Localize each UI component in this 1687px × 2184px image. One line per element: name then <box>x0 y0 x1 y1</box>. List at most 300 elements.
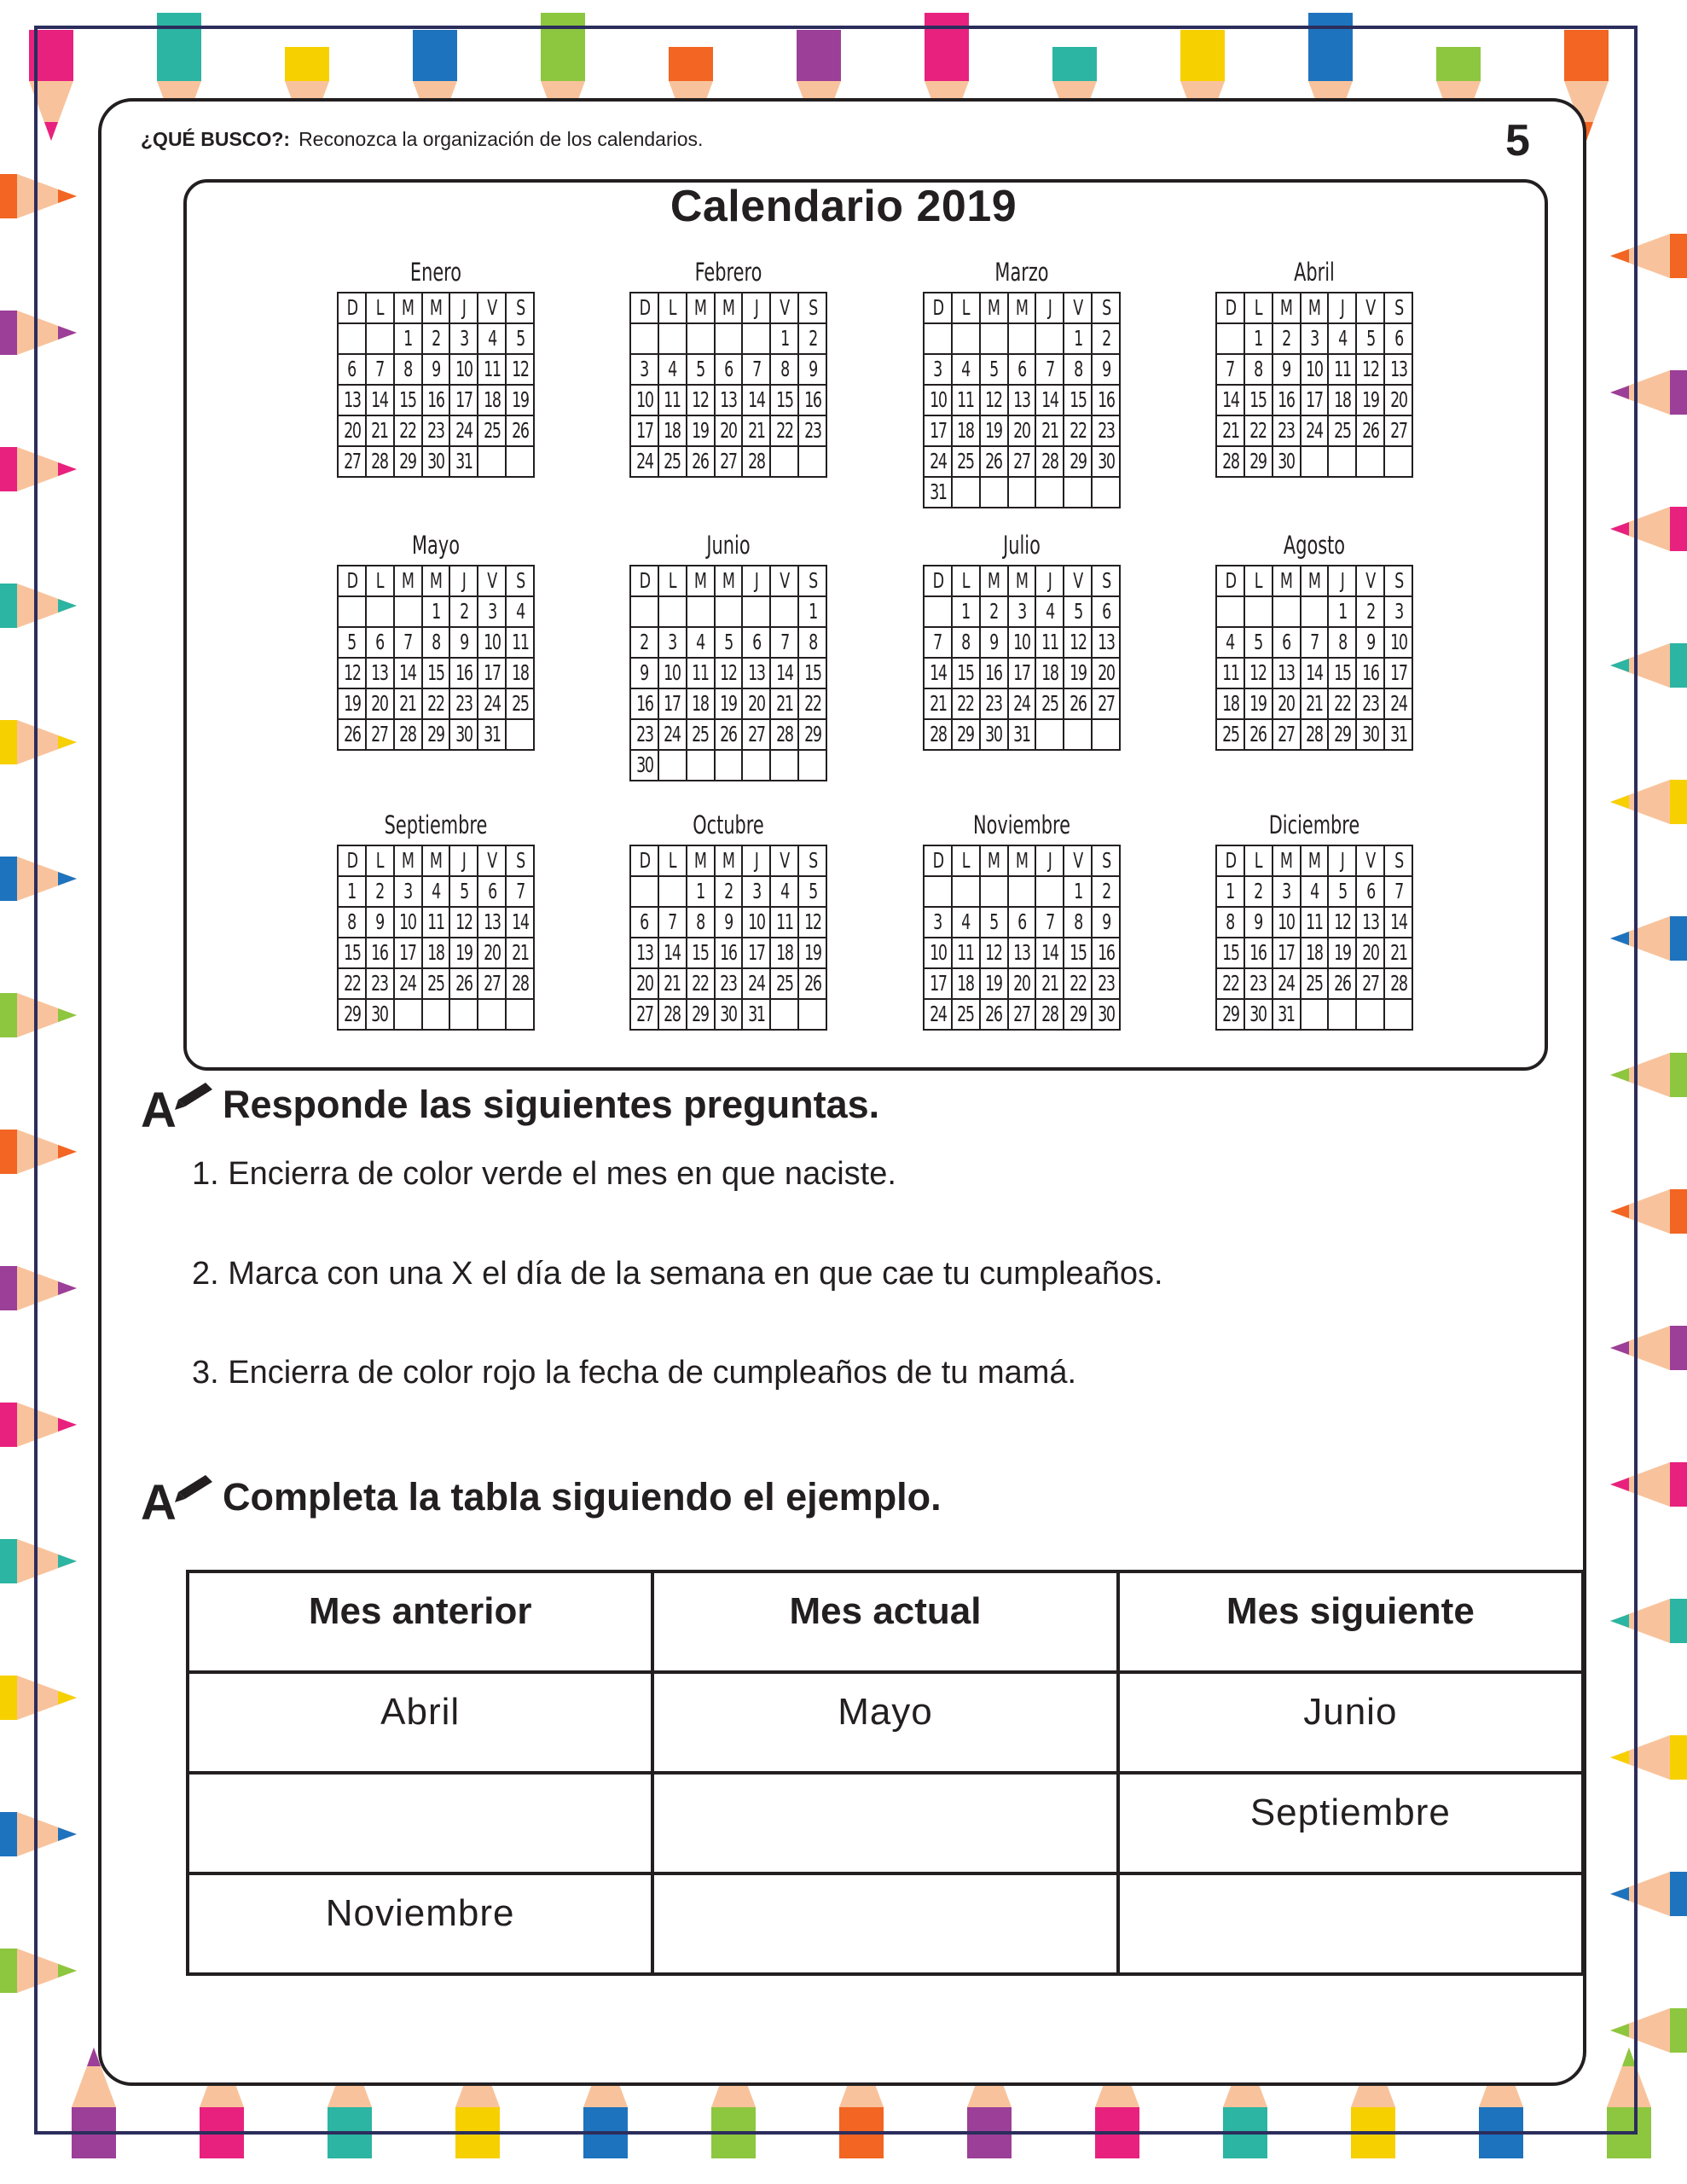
day-cell[interactable]: 20 <box>1092 658 1120 688</box>
day-cell[interactable]: 12 <box>1356 354 1384 385</box>
day-cell[interactable]: 18 <box>770 938 798 968</box>
day-cell[interactable]: 29 <box>422 719 450 750</box>
day-cell[interactable]: 30 <box>630 750 658 781</box>
day-cell[interactable]: 9 <box>449 627 478 658</box>
day-cell[interactable]: 30 <box>715 999 743 1030</box>
day-cell[interactable]: 11 <box>1301 907 1329 938</box>
day-cell[interactable]: 28 <box>366 446 394 477</box>
day-cell[interactable]: 24 <box>742 968 770 999</box>
day-cell[interactable]: 11 <box>1035 627 1064 658</box>
day-cell[interactable]: 24 <box>394 968 422 999</box>
day-cell[interactable]: 10 <box>1008 627 1036 658</box>
day-cell[interactable]: 12 <box>1328 907 1356 938</box>
day-cell[interactable]: 4 <box>1216 627 1244 658</box>
day-cell[interactable]: 19 <box>1356 385 1384 415</box>
day-cell[interactable]: 11 <box>952 938 980 968</box>
day-cell[interactable]: 11 <box>1216 658 1244 688</box>
day-cell[interactable]: 15 <box>1328 658 1356 688</box>
day-cell[interactable]: 13 <box>1008 385 1036 415</box>
day-cell[interactable]: 27 <box>1384 415 1412 446</box>
day-cell[interactable]: 16 <box>366 938 394 968</box>
day-cell[interactable]: 1 <box>798 596 826 627</box>
day-cell[interactable]: 29 <box>798 719 826 750</box>
day-cell[interactable]: 9 <box>1272 354 1301 385</box>
day-cell[interactable]: 10 <box>1301 354 1329 385</box>
day-cell[interactable]: 31 <box>924 477 952 508</box>
day-cell[interactable]: 11 <box>770 907 798 938</box>
day-cell[interactable]: 28 <box>1035 446 1064 477</box>
day-cell[interactable]: 18 <box>1216 688 1244 719</box>
day-cell[interactable]: 21 <box>924 688 952 719</box>
day-cell[interactable]: 1 <box>687 876 715 907</box>
day-cell[interactable]: 21 <box>1384 938 1412 968</box>
day-cell[interactable]: 27 <box>630 999 658 1030</box>
day-cell[interactable]: 20 <box>366 688 394 719</box>
day-cell[interactable]: 20 <box>478 938 506 968</box>
day-cell[interactable]: 19 <box>980 968 1008 999</box>
day-cell[interactable]: 11 <box>478 354 506 385</box>
day-cell[interactable]: 23 <box>1244 968 1272 999</box>
day-cell[interactable]: 16 <box>449 658 478 688</box>
day-cell[interactable]: 30 <box>1092 446 1120 477</box>
day-cell[interactable]: 17 <box>394 938 422 968</box>
day-cell[interactable]: 25 <box>1301 968 1329 999</box>
day-cell[interactable]: 4 <box>1301 876 1329 907</box>
day-cell[interactable]: 4 <box>1035 596 1064 627</box>
day-cell[interactable]: 17 <box>742 938 770 968</box>
day-cell[interactable]: 24 <box>1301 415 1329 446</box>
day-cell[interactable]: 24 <box>1384 688 1412 719</box>
day-cell[interactable]: 8 <box>338 907 366 938</box>
day-cell[interactable]: 24 <box>1272 968 1301 999</box>
day-cell[interactable]: 2 <box>1356 596 1384 627</box>
day-cell[interactable]: 26 <box>715 719 743 750</box>
day-cell[interactable]: 30 <box>366 999 394 1030</box>
day-cell[interactable]: 16 <box>715 938 743 968</box>
day-cell[interactable]: 25 <box>422 968 450 999</box>
day-cell[interactable]: 18 <box>658 415 687 446</box>
day-cell[interactable]: 14 <box>770 658 798 688</box>
day-cell[interactable]: 13 <box>1356 907 1384 938</box>
day-cell[interactable]: 13 <box>338 385 366 415</box>
day-cell[interactable]: 28 <box>1384 968 1412 999</box>
day-cell[interactable]: 25 <box>687 719 715 750</box>
day-cell[interactable]: 15 <box>1064 938 1092 968</box>
day-cell[interactable]: 29 <box>1064 446 1092 477</box>
day-cell[interactable]: 6 <box>366 627 394 658</box>
day-cell[interactable]: 11 <box>422 907 450 938</box>
day-cell[interactable]: 23 <box>422 415 450 446</box>
day-cell[interactable]: 6 <box>1356 876 1384 907</box>
day-cell[interactable]: 19 <box>1328 938 1356 968</box>
day-cell[interactable]: 29 <box>1064 999 1092 1030</box>
day-cell[interactable]: 27 <box>742 719 770 750</box>
day-cell[interactable]: 16 <box>1244 938 1272 968</box>
day-cell[interactable]: 14 <box>366 385 394 415</box>
day-cell[interactable]: 7 <box>506 876 534 907</box>
day-cell[interactable]: 28 <box>1035 999 1064 1030</box>
cell-next[interactable] <box>1118 1873 1583 1974</box>
day-cell[interactable]: 14 <box>1216 385 1244 415</box>
day-cell[interactable]: 20 <box>630 968 658 999</box>
day-cell[interactable]: 22 <box>338 968 366 999</box>
day-cell[interactable]: 25 <box>770 968 798 999</box>
day-cell[interactable]: 13 <box>1008 938 1036 968</box>
day-cell[interactable]: 21 <box>1216 415 1244 446</box>
day-cell[interactable]: 10 <box>449 354 478 385</box>
day-cell[interactable]: 26 <box>1328 968 1356 999</box>
day-cell[interactable]: 24 <box>449 415 478 446</box>
day-cell[interactable]: 5 <box>1064 596 1092 627</box>
day-cell[interactable]: 23 <box>1272 415 1301 446</box>
day-cell[interactable]: 25 <box>952 446 980 477</box>
day-cell[interactable]: 6 <box>630 907 658 938</box>
day-cell[interactable]: 27 <box>338 446 366 477</box>
day-cell[interactable]: 2 <box>1272 323 1301 354</box>
day-cell[interactable]: 19 <box>798 938 826 968</box>
day-cell[interactable]: 15 <box>1064 385 1092 415</box>
day-cell[interactable]: 17 <box>1384 658 1412 688</box>
day-cell[interactable]: 12 <box>980 385 1008 415</box>
day-cell[interactable]: 27 <box>1356 968 1384 999</box>
day-cell[interactable]: 12 <box>506 354 534 385</box>
day-cell[interactable]: 5 <box>798 876 826 907</box>
day-cell[interactable]: 30 <box>980 719 1008 750</box>
day-cell[interactable]: 4 <box>478 323 506 354</box>
day-cell[interactable]: 5 <box>715 627 743 658</box>
day-cell[interactable]: 5 <box>687 354 715 385</box>
cell-current[interactable] <box>652 1773 1117 1873</box>
day-cell[interactable]: 20 <box>1008 415 1036 446</box>
day-cell[interactable]: 3 <box>658 627 687 658</box>
day-cell[interactable]: 2 <box>1092 323 1120 354</box>
day-cell[interactable]: 5 <box>506 323 534 354</box>
day-cell[interactable]: 13 <box>715 385 743 415</box>
day-cell[interactable]: 22 <box>1064 968 1092 999</box>
day-cell[interactable]: 18 <box>1035 658 1064 688</box>
day-cell[interactable]: 21 <box>1301 688 1329 719</box>
day-cell[interactable]: 21 <box>506 938 534 968</box>
day-cell[interactable]: 9 <box>1092 907 1120 938</box>
day-cell[interactable]: 17 <box>924 415 952 446</box>
day-cell[interactable]: 26 <box>506 415 534 446</box>
day-cell[interactable]: 28 <box>770 719 798 750</box>
day-cell[interactable]: 10 <box>1384 627 1412 658</box>
day-cell[interactable]: 29 <box>687 999 715 1030</box>
day-cell[interactable]: 16 <box>1092 938 1120 968</box>
day-cell[interactable]: 6 <box>1272 627 1301 658</box>
day-cell[interactable]: 8 <box>687 907 715 938</box>
day-cell[interactable]: 5 <box>1356 323 1384 354</box>
day-cell[interactable]: 12 <box>1064 627 1092 658</box>
day-cell[interactable]: 11 <box>952 385 980 415</box>
day-cell[interactable]: 3 <box>394 876 422 907</box>
day-cell[interactable]: 12 <box>798 907 826 938</box>
day-cell[interactable]: 2 <box>1244 876 1272 907</box>
day-cell[interactable]: 24 <box>658 719 687 750</box>
day-cell[interactable]: 4 <box>952 907 980 938</box>
day-cell[interactable]: 31 <box>1008 719 1036 750</box>
day-cell[interactable]: 8 <box>1064 354 1092 385</box>
day-cell[interactable]: 22 <box>1244 415 1272 446</box>
day-cell[interactable]: 1 <box>422 596 450 627</box>
day-cell[interactable]: 16 <box>1356 658 1384 688</box>
day-cell[interactable]: 14 <box>658 938 687 968</box>
day-cell[interactable]: 27 <box>1008 446 1036 477</box>
day-cell[interactable]: 26 <box>687 446 715 477</box>
day-cell[interactable]: 9 <box>1356 627 1384 658</box>
day-cell[interactable]: 2 <box>1092 876 1120 907</box>
day-cell[interactable]: 13 <box>742 658 770 688</box>
day-cell[interactable]: 18 <box>1301 938 1329 968</box>
day-cell[interactable]: 24 <box>924 446 952 477</box>
day-cell[interactable]: 8 <box>394 354 422 385</box>
day-cell[interactable]: 14 <box>1035 385 1064 415</box>
day-cell[interactable]: 15 <box>798 658 826 688</box>
day-cell[interactable]: 9 <box>1244 907 1272 938</box>
day-cell[interactable]: 28 <box>924 719 952 750</box>
day-cell[interactable]: 23 <box>980 688 1008 719</box>
day-cell[interactable]: 27 <box>478 968 506 999</box>
day-cell[interactable]: 25 <box>952 999 980 1030</box>
day-cell[interactable]: 13 <box>1092 627 1120 658</box>
day-cell[interactable]: 22 <box>952 688 980 719</box>
day-cell[interactable]: 4 <box>770 876 798 907</box>
day-cell[interactable]: 1 <box>1064 876 1092 907</box>
day-cell[interactable]: 22 <box>798 688 826 719</box>
day-cell[interactable]: 28 <box>658 999 687 1030</box>
day-cell[interactable]: 29 <box>338 999 366 1030</box>
cell-previous[interactable] <box>188 1773 652 1873</box>
day-cell[interactable]: 24 <box>924 999 952 1030</box>
day-cell[interactable]: 9 <box>366 907 394 938</box>
day-cell[interactable]: 19 <box>449 938 478 968</box>
day-cell[interactable]: 21 <box>770 688 798 719</box>
day-cell[interactable]: 1 <box>952 596 980 627</box>
day-cell[interactable]: 2 <box>715 876 743 907</box>
day-cell[interactable]: 26 <box>338 719 366 750</box>
day-cell[interactable]: 3 <box>478 596 506 627</box>
day-cell[interactable]: 31 <box>742 999 770 1030</box>
day-cell[interactable]: 6 <box>1008 354 1036 385</box>
day-cell[interactable]: 31 <box>449 446 478 477</box>
day-cell[interactable]: 27 <box>715 446 743 477</box>
day-cell[interactable]: 23 <box>798 415 826 446</box>
day-cell[interactable]: 15 <box>422 658 450 688</box>
cell-current[interactable] <box>652 1873 1117 1974</box>
day-cell[interactable]: 13 <box>366 658 394 688</box>
day-cell[interactable]: 24 <box>630 446 658 477</box>
day-cell[interactable]: 17 <box>924 968 952 999</box>
day-cell[interactable]: 17 <box>658 688 687 719</box>
day-cell[interactable]: 5 <box>449 876 478 907</box>
day-cell[interactable]: 29 <box>1216 999 1244 1030</box>
day-cell[interactable]: 8 <box>770 354 798 385</box>
day-cell[interactable]: 1 <box>1328 596 1356 627</box>
day-cell[interactable]: 7 <box>1216 354 1244 385</box>
day-cell[interactable]: 18 <box>952 968 980 999</box>
day-cell[interactable]: 26 <box>1356 415 1384 446</box>
day-cell[interactable]: 19 <box>506 385 534 415</box>
day-cell[interactable]: 20 <box>338 415 366 446</box>
day-cell[interactable]: 28 <box>394 719 422 750</box>
day-cell[interactable]: 20 <box>1356 938 1384 968</box>
day-cell[interactable]: 3 <box>1384 596 1412 627</box>
day-cell[interactable]: 18 <box>506 658 534 688</box>
day-cell[interactable]: 18 <box>952 415 980 446</box>
day-cell[interactable]: 31 <box>478 719 506 750</box>
day-cell[interactable]: 30 <box>449 719 478 750</box>
day-cell[interactable]: 1 <box>1064 323 1092 354</box>
day-cell[interactable]: 23 <box>1092 415 1120 446</box>
day-cell[interactable]: 23 <box>630 719 658 750</box>
day-cell[interactable]: 9 <box>798 354 826 385</box>
day-cell[interactable]: 22 <box>1328 688 1356 719</box>
day-cell[interactable]: 10 <box>742 907 770 938</box>
day-cell[interactable]: 17 <box>1272 938 1301 968</box>
day-cell[interactable]: 16 <box>1272 385 1301 415</box>
day-cell[interactable]: 28 <box>506 968 534 999</box>
day-cell[interactable]: 21 <box>366 415 394 446</box>
day-cell[interactable]: 25 <box>1216 719 1244 750</box>
day-cell[interactable]: 28 <box>742 446 770 477</box>
day-cell[interactable]: 7 <box>770 627 798 658</box>
day-cell[interactable]: 30 <box>1356 719 1384 750</box>
day-cell[interactable]: 14 <box>1301 658 1329 688</box>
day-cell[interactable]: 29 <box>952 719 980 750</box>
day-cell[interactable]: 19 <box>980 415 1008 446</box>
day-cell[interactable]: 7 <box>1035 907 1064 938</box>
day-cell[interactable]: 16 <box>1092 385 1120 415</box>
day-cell[interactable]: 7 <box>924 627 952 658</box>
day-cell[interactable]: 5 <box>1244 627 1272 658</box>
day-cell[interactable]: 22 <box>1064 415 1092 446</box>
day-cell[interactable]: 26 <box>980 446 1008 477</box>
day-cell[interactable]: 27 <box>1008 999 1036 1030</box>
day-cell[interactable]: 3 <box>630 354 658 385</box>
day-cell[interactable]: 5 <box>980 354 1008 385</box>
day-cell[interactable]: 8 <box>1064 907 1092 938</box>
day-cell[interactable]: 19 <box>1064 658 1092 688</box>
day-cell[interactable]: 5 <box>1328 876 1356 907</box>
day-cell[interactable]: 7 <box>1035 354 1064 385</box>
day-cell[interactable]: 17 <box>630 415 658 446</box>
day-cell[interactable]: 23 <box>1356 688 1384 719</box>
day-cell[interactable]: 2 <box>449 596 478 627</box>
day-cell[interactable]: 15 <box>338 938 366 968</box>
day-cell[interactable]: 7 <box>366 354 394 385</box>
day-cell[interactable]: 9 <box>715 907 743 938</box>
day-cell[interactable]: 15 <box>770 385 798 415</box>
day-cell[interactable]: 10 <box>478 627 506 658</box>
day-cell[interactable]: 7 <box>742 354 770 385</box>
day-cell[interactable]: 13 <box>1272 658 1301 688</box>
day-cell[interactable]: 22 <box>394 415 422 446</box>
day-cell[interactable]: 30 <box>1244 999 1272 1030</box>
day-cell[interactable]: 10 <box>924 385 952 415</box>
day-cell[interactable]: 6 <box>338 354 366 385</box>
day-cell[interactable]: 19 <box>715 688 743 719</box>
day-cell[interactable]: 27 <box>1092 688 1120 719</box>
day-cell[interactable]: 9 <box>1092 354 1120 385</box>
day-cell[interactable]: 12 <box>1244 658 1272 688</box>
day-cell[interactable]: 28 <box>1301 719 1329 750</box>
day-cell[interactable]: 29 <box>394 446 422 477</box>
day-cell[interactable]: 13 <box>478 907 506 938</box>
day-cell[interactable]: 12 <box>338 658 366 688</box>
day-cell[interactable]: 25 <box>658 446 687 477</box>
day-cell[interactable]: 26 <box>449 968 478 999</box>
day-cell[interactable]: 13 <box>630 938 658 968</box>
day-cell[interactable]: 6 <box>478 876 506 907</box>
day-cell[interactable]: 4 <box>952 354 980 385</box>
day-cell[interactable]: 29 <box>1328 719 1356 750</box>
day-cell[interactable]: 6 <box>1092 596 1120 627</box>
day-cell[interactable]: 20 <box>742 688 770 719</box>
day-cell[interactable]: 10 <box>658 658 687 688</box>
day-cell[interactable]: 21 <box>742 415 770 446</box>
day-cell[interactable]: 23 <box>449 688 478 719</box>
day-cell[interactable]: 15 <box>952 658 980 688</box>
day-cell[interactable]: 14 <box>506 907 534 938</box>
day-cell[interactable]: 15 <box>1216 938 1244 968</box>
day-cell[interactable]: 3 <box>1272 876 1301 907</box>
day-cell[interactable]: 3 <box>742 876 770 907</box>
day-cell[interactable]: 21 <box>1035 415 1064 446</box>
day-cell[interactable]: 23 <box>366 968 394 999</box>
day-cell[interactable]: 24 <box>1008 688 1036 719</box>
day-cell[interactable]: 3 <box>924 907 952 938</box>
day-cell[interactable]: 15 <box>1244 385 1272 415</box>
day-cell[interactable]: 14 <box>742 385 770 415</box>
day-cell[interactable]: 21 <box>1035 968 1064 999</box>
day-cell[interactable]: 6 <box>1008 907 1036 938</box>
day-cell[interactable]: 14 <box>1384 907 1412 938</box>
day-cell[interactable]: 25 <box>478 415 506 446</box>
day-cell[interactable]: 17 <box>1301 385 1329 415</box>
day-cell[interactable]: 4 <box>422 876 450 907</box>
day-cell[interactable]: 18 <box>478 385 506 415</box>
day-cell[interactable]: 9 <box>630 658 658 688</box>
day-cell[interactable]: 8 <box>1328 627 1356 658</box>
day-cell[interactable]: 8 <box>1244 354 1272 385</box>
day-cell[interactable]: 15 <box>394 385 422 415</box>
day-cell[interactable]: 1 <box>338 876 366 907</box>
day-cell[interactable]: 22 <box>422 688 450 719</box>
day-cell[interactable]: 20 <box>1272 688 1301 719</box>
day-cell[interactable]: 16 <box>980 658 1008 688</box>
day-cell[interactable]: 11 <box>1328 354 1356 385</box>
day-cell[interactable]: 7 <box>658 907 687 938</box>
day-cell[interactable]: 30 <box>1272 446 1301 477</box>
day-cell[interactable]: 15 <box>687 938 715 968</box>
day-cell[interactable]: 1 <box>394 323 422 354</box>
day-cell[interactable]: 4 <box>506 596 534 627</box>
day-cell[interactable]: 30 <box>1092 999 1120 1030</box>
day-cell[interactable]: 4 <box>658 354 687 385</box>
day-cell[interactable]: 12 <box>449 907 478 938</box>
day-cell[interactable]: 8 <box>798 627 826 658</box>
day-cell[interactable]: 2 <box>630 627 658 658</box>
day-cell[interactable]: 17 <box>449 385 478 415</box>
day-cell[interactable]: 18 <box>687 688 715 719</box>
day-cell[interactable]: 20 <box>1384 385 1412 415</box>
day-cell[interactable]: 14 <box>394 658 422 688</box>
day-cell[interactable]: 3 <box>1008 596 1036 627</box>
day-cell[interactable]: 7 <box>394 627 422 658</box>
day-cell[interactable]: 13 <box>1384 354 1412 385</box>
day-cell[interactable]: 30 <box>422 446 450 477</box>
